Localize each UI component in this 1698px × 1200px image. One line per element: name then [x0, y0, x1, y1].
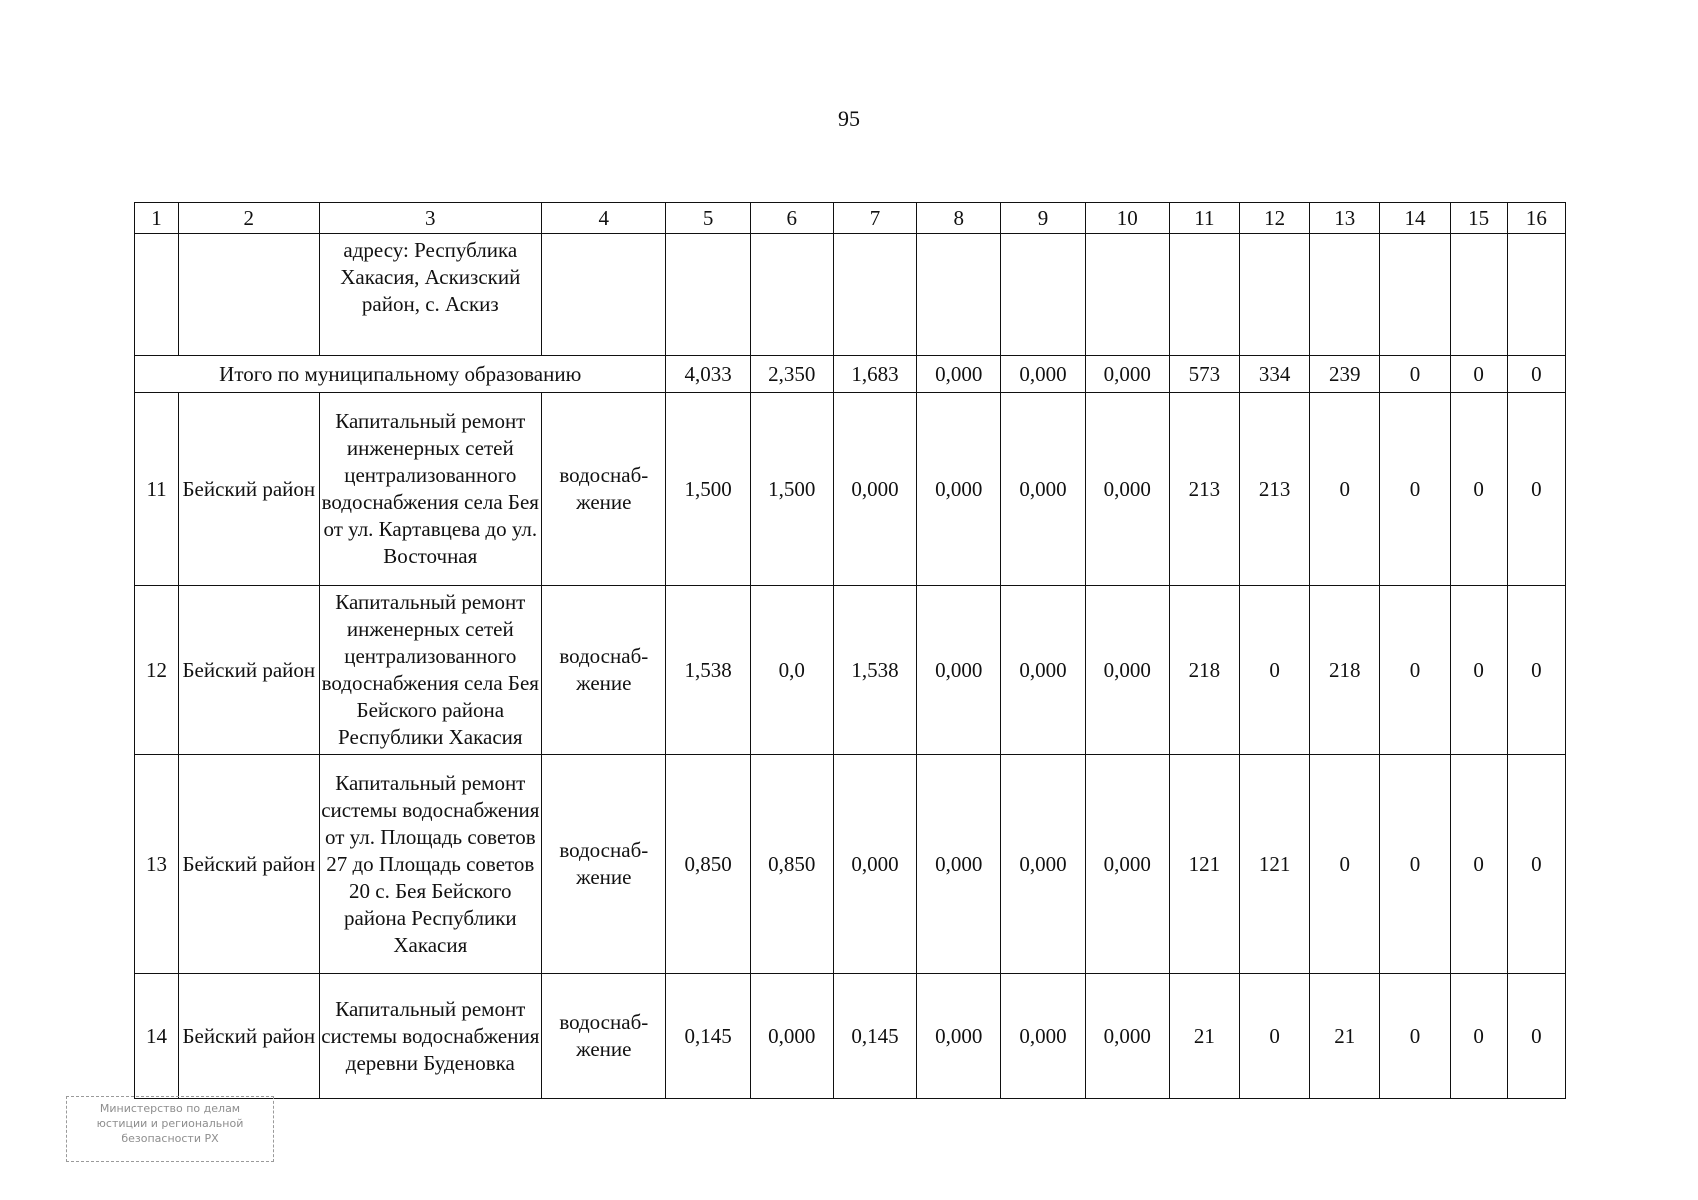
object-cell: Капитальный ремонт системы водоснабжения деревни Буденовка [319, 974, 542, 1099]
value-cell: 0,000 [1001, 974, 1085, 1099]
value-cell: 218 [1310, 586, 1380, 755]
value-cell: 21 [1310, 974, 1380, 1099]
total-value: 4,033 [666, 356, 750, 393]
total-value: 0,000 [1001, 356, 1085, 393]
district-cell: Бейский район [179, 586, 319, 755]
value-cell: 0,000 [1085, 393, 1169, 586]
page-number: 95 [838, 106, 860, 131]
total-value: 239 [1310, 356, 1380, 393]
row-number: 13 [135, 755, 179, 974]
row-number: 12 [135, 586, 179, 755]
value-cell: 0,000 [833, 393, 916, 586]
value-cell: 0,000 [833, 755, 916, 974]
district-cell: Бейский район [179, 393, 319, 586]
value-cell: 0 [1310, 393, 1380, 586]
address-continuation-row [135, 234, 1566, 356]
header-cell: 7 [833, 203, 916, 234]
row-number: 14 [135, 974, 179, 1099]
header-cell: 5 [666, 203, 750, 234]
row-number: 11 [135, 393, 179, 586]
value-cell: 0,145 [833, 974, 916, 1099]
value-cell: 213 [1169, 393, 1239, 586]
value-cell: 213 [1240, 393, 1310, 586]
value-cell: 0 [1507, 974, 1565, 1099]
header-cell: 10 [1085, 203, 1169, 234]
total-value: 0,000 [917, 356, 1001, 393]
total-value: 2,350 [750, 356, 833, 393]
header-cell: 6 [750, 203, 833, 234]
header-cell: 12 [1240, 203, 1310, 234]
stamp-line: юстиции и региональной [96, 1117, 244, 1130]
empty-cell [1001, 234, 1085, 356]
header-cell: 3 [319, 203, 542, 234]
empty-cell [542, 234, 666, 356]
value-cell: 0,850 [750, 755, 833, 974]
value-cell: 0,000 [1085, 755, 1169, 974]
value-cell: 0 [1450, 393, 1507, 586]
total-value: 1,683 [833, 356, 916, 393]
empty-cell [750, 234, 833, 356]
value-cell: 0 [1240, 586, 1310, 755]
header-cell: 2 [179, 203, 319, 234]
empty-cell [1310, 234, 1380, 356]
total-value: 334 [1240, 356, 1310, 393]
value-cell: 1,500 [666, 393, 750, 586]
value-cell: 218 [1169, 586, 1239, 755]
value-cell: 0 [1450, 974, 1507, 1099]
value-cell: 0 [1507, 755, 1565, 974]
value-cell: 0 [1380, 393, 1450, 586]
total-value: 0 [1450, 356, 1507, 393]
empty-cell [917, 234, 1001, 356]
table-row [135, 393, 1566, 586]
total-value: 573 [1169, 356, 1239, 393]
empty-cell [666, 234, 750, 356]
district-cell: Бейский район [179, 974, 319, 1099]
value-cell: 1,538 [833, 586, 916, 755]
header-cell: 11 [1169, 203, 1239, 234]
value-cell: 0,000 [1001, 393, 1085, 586]
value-cell: 0,850 [666, 755, 750, 974]
value-cell: 0,000 [750, 974, 833, 1099]
type-cell: водоснаб-жение [542, 974, 666, 1099]
value-cell: 1,500 [750, 393, 833, 586]
value-cell: 0,000 [1085, 586, 1169, 755]
empty-cell [1380, 234, 1450, 356]
total-value: 0 [1380, 356, 1450, 393]
value-cell: 0 [1380, 974, 1450, 1099]
empty-cell [1507, 234, 1565, 356]
empty-cell [1169, 234, 1239, 356]
object-cell: Капитальный ремонт инженерных сетей централизованного водоснабжения села Бея от ул. Картавцева до ул. Восточная [319, 393, 542, 586]
header-cell: 9 [1001, 203, 1085, 234]
value-cell: 0,000 [1001, 586, 1085, 755]
total-row [135, 356, 1566, 393]
header-cell: 14 [1380, 203, 1450, 234]
value-cell: 0 [1310, 755, 1380, 974]
total-label: Итого по муниципальному образованию [135, 356, 666, 393]
stamp-line: Министерство по делам [99, 1102, 241, 1115]
value-cell: 0,000 [1001, 755, 1085, 974]
address-text: адресу: Республика Хакасия, Аскизский район, с. Аскиз [319, 234, 542, 356]
value-cell: 0,000 [917, 393, 1001, 586]
table-row [135, 974, 1566, 1099]
value-cell: 0,000 [1085, 974, 1169, 1099]
value-cell: 0,000 [917, 586, 1001, 755]
ministry-stamp [66, 1096, 274, 1162]
total-value: 0,000 [1085, 356, 1169, 393]
header-cell: 4 [542, 203, 666, 234]
value-cell: 0,145 [666, 974, 750, 1099]
header-row [135, 203, 1566, 234]
type-cell: водоснаб-жение [542, 755, 666, 974]
total-value: 0 [1507, 356, 1565, 393]
value-cell: 21 [1169, 974, 1239, 1099]
empty-cell [1085, 234, 1169, 356]
value-cell: 0,000 [917, 755, 1001, 974]
header-cell: 1 [135, 203, 179, 234]
empty-cell [1240, 234, 1310, 356]
value-cell: 1,538 [666, 586, 750, 755]
value-cell: 0 [1507, 393, 1565, 586]
header-cell: 8 [917, 203, 1001, 234]
object-cell: Капитальный ремонт инженерных сетей централизованного водоснабжения села Бея Бейского района Республики Хакасия [319, 586, 542, 755]
empty-cell [1450, 234, 1507, 356]
empty-cell [179, 234, 319, 356]
type-cell: водоснаб-жение [542, 393, 666, 586]
object-cell: Капитальный ремонт системы водоснабжения от ул. Площадь советов 27 до Площадь советов 20 с. Бея Бейского района Республики Хакасия [319, 755, 542, 974]
value-cell: 0 [1380, 586, 1450, 755]
header-cell: 13 [1310, 203, 1380, 234]
value-cell: 121 [1169, 755, 1239, 974]
value-cell: 0 [1507, 586, 1565, 755]
empty-cell [135, 234, 179, 356]
value-cell: 0,0 [750, 586, 833, 755]
header-cell: 16 [1507, 203, 1565, 234]
header-cell: 15 [1450, 203, 1507, 234]
data-table [134, 202, 1566, 1099]
value-cell: 0 [1450, 755, 1507, 974]
empty-cell [833, 234, 916, 356]
table-row [135, 755, 1566, 974]
district-cell: Бейский район [179, 755, 319, 974]
stamp-line: безопасности РХ [121, 1132, 219, 1145]
value-cell: 0 [1380, 755, 1450, 974]
value-cell: 0 [1450, 586, 1507, 755]
type-cell: водоснаб-жение [542, 586, 666, 755]
value-cell: 0 [1240, 974, 1310, 1099]
value-cell: 0,000 [917, 974, 1001, 1099]
value-cell: 121 [1240, 755, 1310, 974]
table-row [135, 586, 1566, 755]
